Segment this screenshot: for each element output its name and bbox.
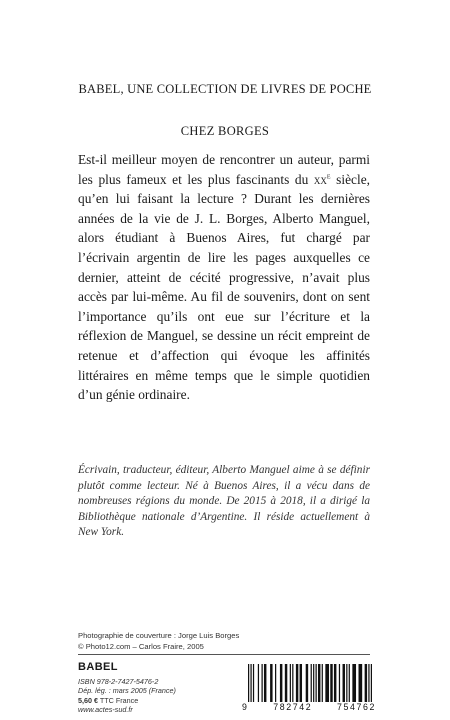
isbn: ISBN 978-2-7427-5476-2 <box>78 677 159 686</box>
author-bio: Écrivain, traducteur, éditeur, Alberto Manguel aime à se définir plutôt comme lecteur. Né à Buenos Aires, il a vécu dans de nombreuses régions du monde. De 2015 à 2018, il a dirigé la Bibliothèque nationale d’Argentine. Il réside actuellement à New York. <box>78 464 370 539</box>
barcode-bar <box>262 664 263 702</box>
barcode-bar <box>330 664 332 702</box>
century-superscript: e <box>326 170 331 181</box>
barcode-bar <box>270 664 272 702</box>
publisher-brand: BABEL <box>78 661 118 673</box>
barcode-bar <box>300 664 302 702</box>
barcode-bar <box>359 664 363 702</box>
barcode-bar <box>253 664 254 702</box>
divider <box>78 654 370 655</box>
price <box>78 696 228 705</box>
barcode-bar <box>313 664 314 702</box>
barcode-bar <box>318 664 320 702</box>
barcode-bar <box>296 664 298 702</box>
photo-credits <box>78 630 278 652</box>
blurb-part-1: Est-il meilleur moyen de rencontrer un auteur, parmi les plus fameux et les plus fascinants du <box>78 152 370 187</box>
barcode-bar <box>292 664 293 702</box>
legal-deposit: Dép. lég. : mars 2005 (France) <box>78 686 176 696</box>
barcode-bar <box>264 664 266 702</box>
price-value: 5,60 € <box>78 695 98 705</box>
barcode-bar <box>352 664 356 702</box>
photo-credit-line: Photographie de couverture : Jorge Luis Borges <box>78 631 240 640</box>
barcode-bar <box>290 664 291 702</box>
barcode-bar <box>311 664 312 702</box>
barcode-digits <box>242 702 376 712</box>
blurb-century <box>314 172 331 187</box>
barcode-bar <box>346 664 347 702</box>
copyright-line: © Photo12.com – Carlos Fraire, 2005 <box>78 642 204 651</box>
barcode-bar <box>275 664 276 702</box>
book-title: CHEZ BORGES <box>180 124 270 138</box>
blurb-part-2: siècle, qu’en lui faisant la lecture ? Durant les dernières années de la vie de J. L. Borges, Alberto Manguel, alors étudiant à Buenos Aires, fut chargé par l’écrivain argentin de lire les pages auxquelles ce dernier, atteint de cécité progressive, n’avait plus accès par lui-même. Au fil de souvenirs, dont on sent l’importance qu’ils ont eue sur l’écriture et la réflexion de Manguel, se dessine un récit empreint de retenue et d’affection qui évoque les affinités littéraires en même temps que le simple quotidien d’un génie ordinaire. <box>78 171 370 403</box>
barcode-bar <box>339 664 340 702</box>
barcode-bar <box>349 664 350 702</box>
barcode-bar <box>248 664 249 702</box>
barcode-bar <box>258 664 259 702</box>
barcode-bar <box>365 664 367 702</box>
barcode-first-digit: 9 <box>242 702 249 712</box>
book-meta <box>78 677 228 715</box>
barcode-bar <box>322 664 323 702</box>
barcode-bar <box>250 664 251 702</box>
price-suffix: TTC France <box>97 695 139 705</box>
back-cover-blurb <box>78 150 370 405</box>
barcode-bar <box>306 664 308 702</box>
barcode-bars <box>248 664 372 702</box>
barcode-bar <box>280 664 282 702</box>
century-numeral: xx <box>313 171 327 187</box>
barcode-bar <box>371 664 372 702</box>
barcode-bar <box>285 664 287 702</box>
collection-header: BABEL, UNE COLLECTION DE LIVRES DE POCHE <box>78 82 372 96</box>
barcode-bar <box>334 664 336 702</box>
barcode-bar <box>325 664 329 702</box>
barcode-bar <box>343 664 345 702</box>
barcode-bar <box>316 664 317 702</box>
barcode-bar <box>368 664 369 702</box>
barcode-left-group: 782742 <box>273 702 313 712</box>
barcode-right-group: 754762 <box>337 702 376 712</box>
website: www.actes-sud.fr <box>78 705 133 715</box>
